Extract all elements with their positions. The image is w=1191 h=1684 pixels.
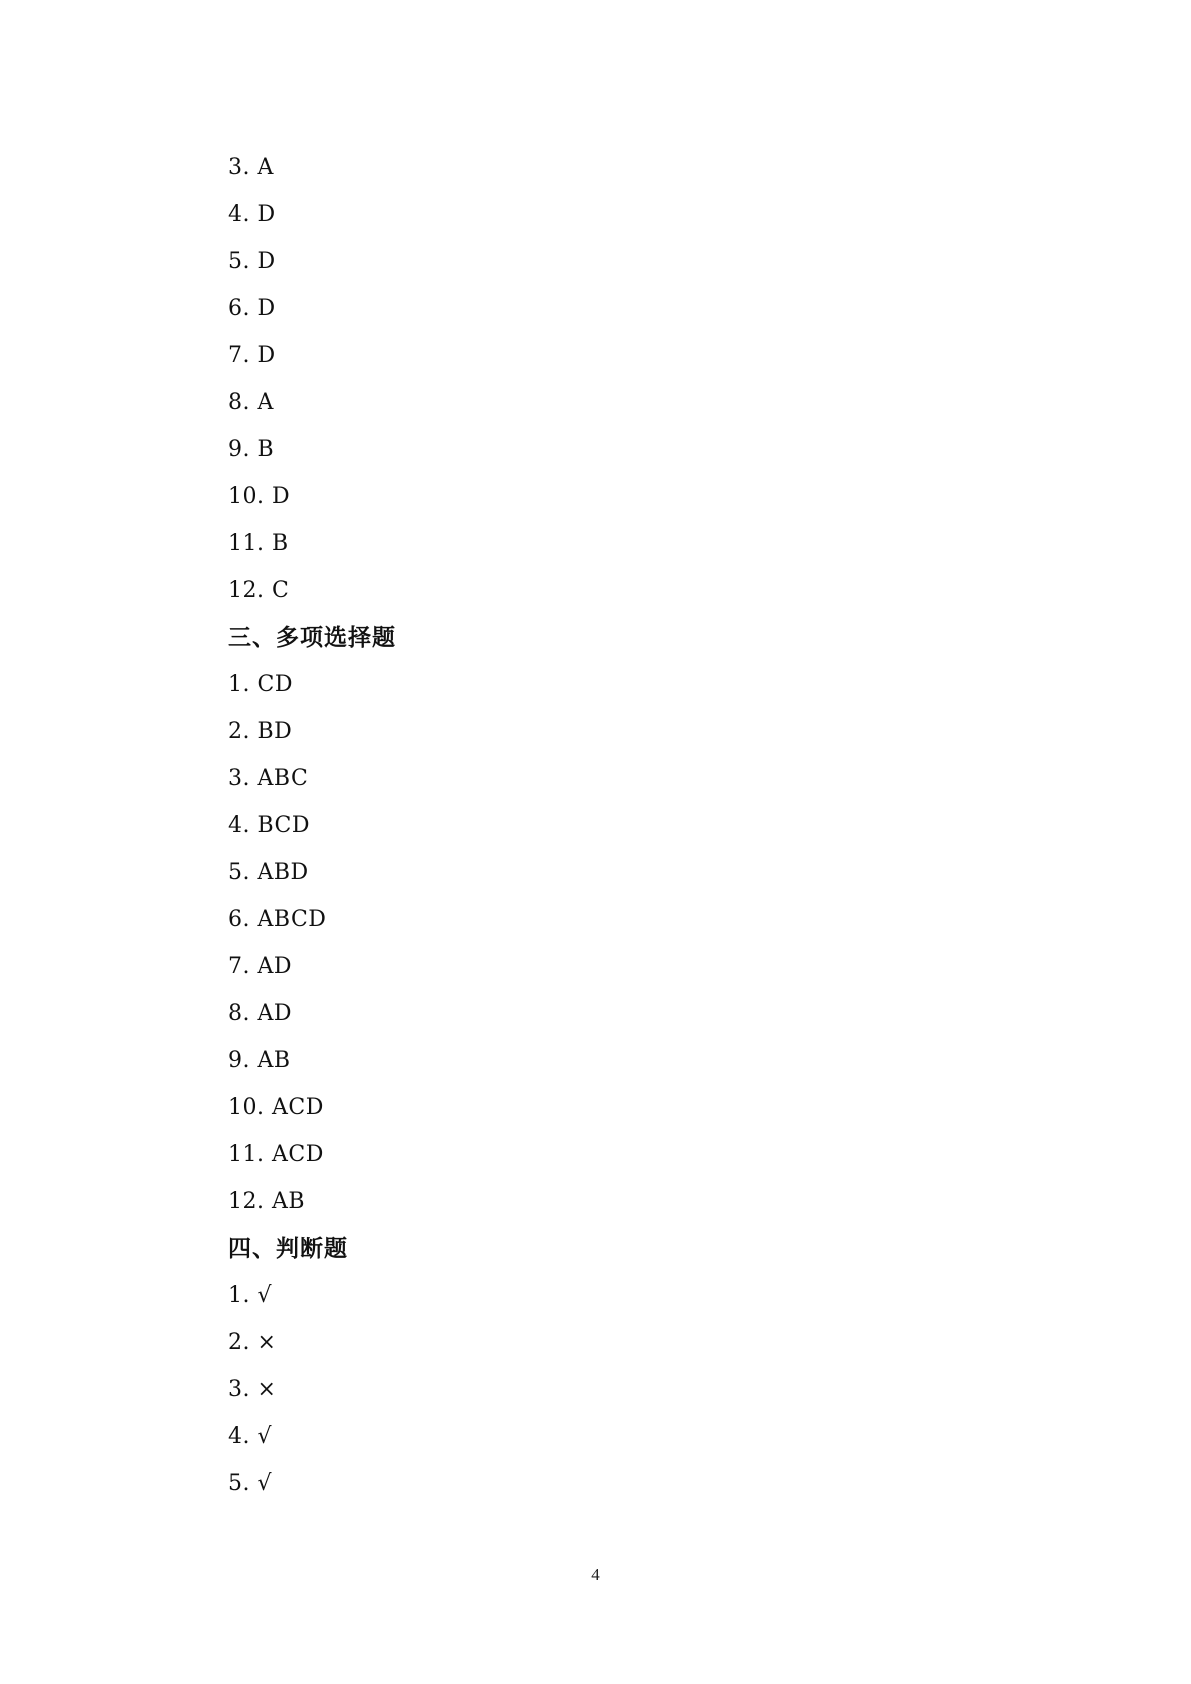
answer-item: 12. AB (228, 1189, 306, 1214)
answer-item: 10. D (228, 484, 291, 509)
page-number: 4 (591, 1565, 600, 1584)
answer-item: 8. AD (228, 1001, 293, 1026)
answer-item: 3. ABC (228, 766, 309, 791)
answer-item: 5. √ (228, 1471, 273, 1496)
answer-item: 7. AD (228, 954, 293, 979)
answer-item: 10. ACD (228, 1095, 324, 1120)
answer-list (228, 150, 988, 1513)
answer-item: 4. D (228, 202, 276, 227)
answer-item: 4. BCD (228, 813, 311, 838)
answer-item: 7. D (228, 343, 276, 368)
answer-item: 3. × (228, 1377, 277, 1402)
answer-item: 11. ACD (228, 1142, 324, 1167)
answer-item: 9. AB (228, 1048, 291, 1073)
answer-item: 6. ABCD (228, 907, 327, 932)
section-heading-multiple-choice: 三、多项选择题 (228, 625, 396, 651)
answer-item: 6. D (228, 296, 276, 321)
section-heading-true-false: 四、判断题 (228, 1236, 348, 1262)
answer-item: 2. × (228, 1330, 277, 1355)
answer-item: 1. CD (228, 672, 293, 697)
answer-item: 3. A (228, 155, 274, 180)
answer-item: 9. B (228, 437, 275, 462)
answer-item: 12. C (228, 578, 290, 603)
answer-item: 11. B (228, 531, 289, 556)
answer-item: 1. √ (228, 1283, 273, 1308)
answer-item: 5. D (228, 249, 276, 274)
answer-item: 2. BD (228, 719, 293, 744)
answer-item: 5. ABD (228, 860, 309, 885)
answer-item: 8. A (228, 390, 274, 415)
answer-item: 4. √ (228, 1424, 273, 1449)
